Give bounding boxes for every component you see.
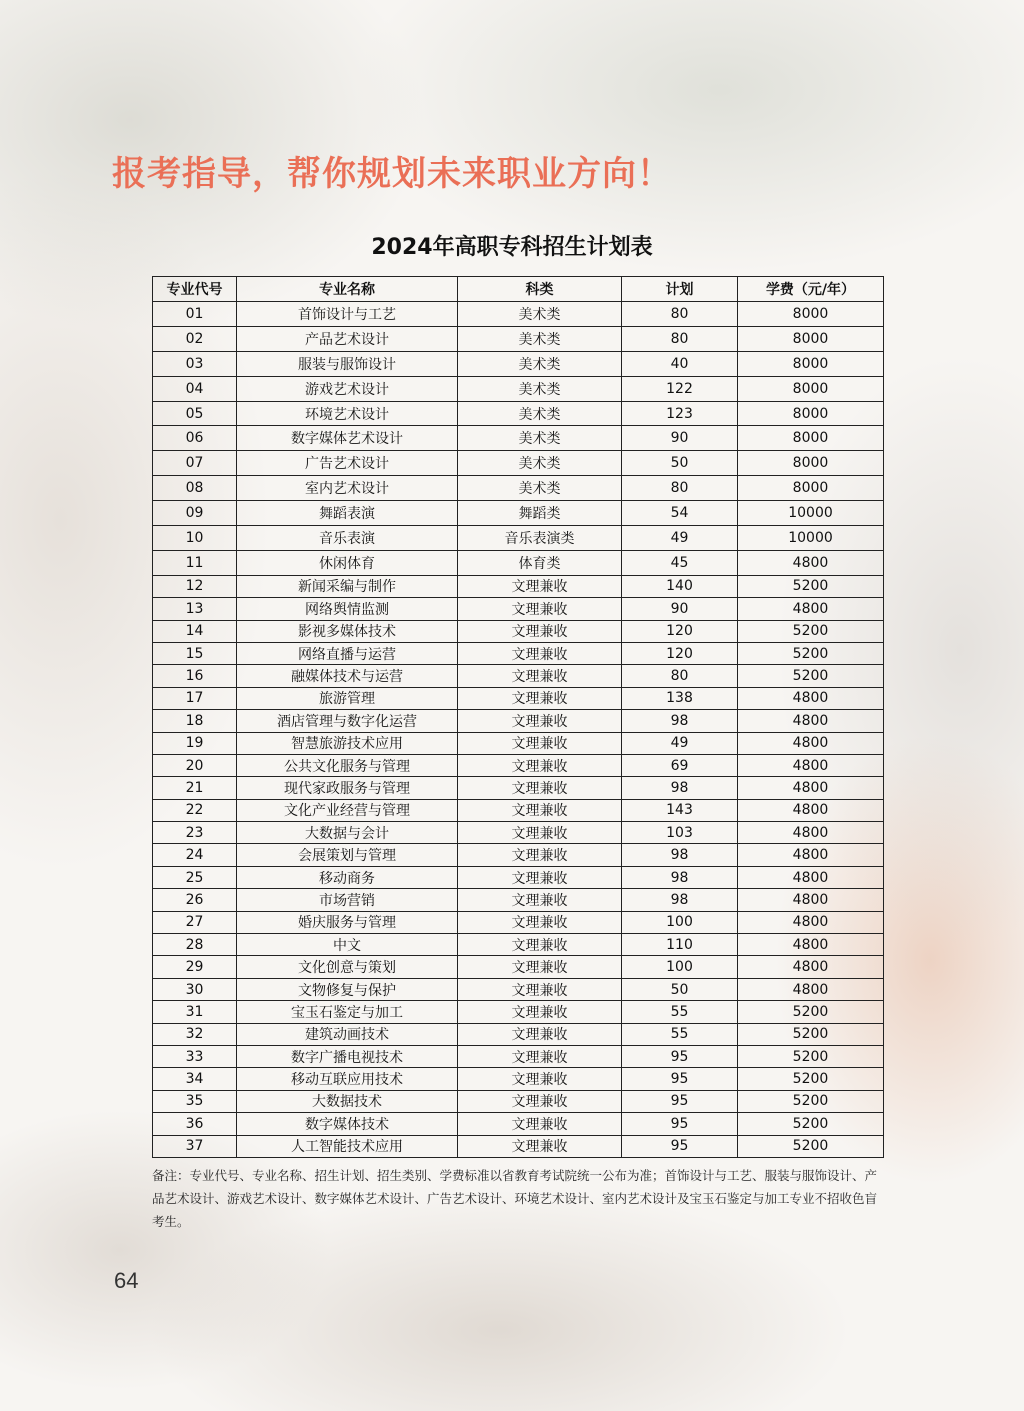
cell-category: 文理兼收 — [458, 934, 622, 956]
cell-tuition: 4800 — [738, 754, 884, 776]
cell-tuition: 4800 — [738, 822, 884, 844]
cell-category: 文理兼收 — [458, 754, 622, 776]
cell-tuition: 8000 — [738, 326, 884, 351]
cell-code: 27 — [153, 911, 237, 933]
cell-name: 新闻采编与制作 — [237, 575, 458, 597]
cell-name: 网络直播与运营 — [237, 642, 458, 664]
cell-plan: 80 — [622, 665, 738, 687]
cell-tuition: 5200 — [738, 1090, 884, 1112]
cell-plan: 45 — [622, 550, 738, 575]
table-row — [153, 1046, 884, 1068]
cell-tuition: 4800 — [738, 866, 884, 888]
table-row — [153, 1001, 884, 1023]
cell-name: 建筑动画技术 — [237, 1023, 458, 1045]
cell-plan: 98 — [622, 889, 738, 911]
cell-tuition: 5200 — [738, 1068, 884, 1090]
cell-code: 12 — [153, 575, 237, 597]
cell-name: 数字媒体技术 — [237, 1113, 458, 1135]
cell-name: 宝玉石鉴定与加工 — [237, 1001, 458, 1023]
table-row — [153, 476, 884, 501]
cell-name: 产品艺术设计 — [237, 326, 458, 351]
cell-name: 服装与服饰设计 — [237, 351, 458, 376]
cell-tuition: 4800 — [738, 934, 884, 956]
cell-plan: 122 — [622, 376, 738, 401]
cell-plan: 98 — [622, 710, 738, 732]
cell-code: 05 — [153, 401, 237, 426]
cell-name: 移动互联应用技术 — [237, 1068, 458, 1090]
cell-code: 15 — [153, 642, 237, 664]
cell-name: 现代家政服务与管理 — [237, 777, 458, 799]
cell-category: 文理兼收 — [458, 1068, 622, 1090]
cell-name: 市场营销 — [237, 889, 458, 911]
cell-category: 文理兼收 — [458, 1113, 622, 1135]
cell-name: 移动商务 — [237, 866, 458, 888]
cell-plan: 80 — [622, 302, 738, 327]
cell-code: 33 — [153, 1046, 237, 1068]
cell-tuition: 5200 — [738, 1113, 884, 1135]
column-header: 学费（元/年） — [738, 277, 884, 302]
table-row — [153, 1135, 884, 1157]
cell-plan: 69 — [622, 754, 738, 776]
cell-code: 32 — [153, 1023, 237, 1045]
cell-category: 文理兼收 — [458, 889, 622, 911]
cell-name: 影视多媒体技术 — [237, 620, 458, 642]
cell-plan: 50 — [622, 451, 738, 476]
cell-code: 02 — [153, 326, 237, 351]
table-row — [153, 550, 884, 575]
cell-code: 13 — [153, 598, 237, 620]
table-row — [153, 451, 884, 476]
table-row — [153, 1023, 884, 1045]
cell-category: 文理兼收 — [458, 732, 622, 754]
column-header: 专业代号 — [153, 277, 237, 302]
table-row — [153, 978, 884, 1000]
cell-name: 人工智能技术应用 — [237, 1135, 458, 1157]
cell-plan: 98 — [622, 844, 738, 866]
cell-tuition: 4800 — [738, 844, 884, 866]
page-number: 64 — [114, 1268, 139, 1293]
cell-category: 文理兼收 — [458, 1135, 622, 1157]
table-row — [153, 956, 884, 978]
cell-name: 婚庆服务与管理 — [237, 911, 458, 933]
cell-category: 文理兼收 — [458, 956, 622, 978]
cell-tuition: 4800 — [738, 799, 884, 821]
cell-plan: 55 — [622, 1001, 738, 1023]
cell-tuition: 4800 — [738, 710, 884, 732]
cell-category: 文理兼收 — [458, 620, 622, 642]
cell-name: 广告艺术设计 — [237, 451, 458, 476]
table-header-row — [153, 277, 884, 302]
table-row — [153, 401, 884, 426]
table-row — [153, 777, 884, 799]
cell-category: 文理兼收 — [458, 978, 622, 1000]
cell-code: 18 — [153, 710, 237, 732]
cell-plan: 98 — [622, 777, 738, 799]
cell-plan: 103 — [622, 822, 738, 844]
cell-tuition: 4800 — [738, 687, 884, 709]
cell-tuition: 8000 — [738, 351, 884, 376]
cell-code: 37 — [153, 1135, 237, 1157]
cell-category: 文理兼收 — [458, 710, 622, 732]
cell-code: 24 — [153, 844, 237, 866]
cell-tuition: 4800 — [738, 550, 884, 575]
cell-plan: 123 — [622, 401, 738, 426]
cell-category: 美术类 — [458, 426, 622, 451]
enrollment-plan-table — [152, 276, 884, 1158]
cell-plan: 90 — [622, 426, 738, 451]
table-row — [153, 302, 884, 327]
cell-tuition: 8000 — [738, 426, 884, 451]
cell-code: 14 — [153, 620, 237, 642]
cell-tuition: 4800 — [738, 889, 884, 911]
cell-tuition: 5200 — [738, 665, 884, 687]
column-header: 专业名称 — [237, 277, 458, 302]
cell-plan: 40 — [622, 351, 738, 376]
table-row — [153, 754, 884, 776]
table-row — [153, 642, 884, 664]
cell-name: 中文 — [237, 934, 458, 956]
cell-code: 03 — [153, 351, 237, 376]
cell-plan: 54 — [622, 501, 738, 526]
cell-category: 文理兼收 — [458, 777, 622, 799]
cell-plan: 100 — [622, 956, 738, 978]
cell-name: 舞蹈表演 — [237, 501, 458, 526]
cell-name: 公共文化服务与管理 — [237, 754, 458, 776]
cell-tuition: 4800 — [738, 978, 884, 1000]
cell-plan: 110 — [622, 934, 738, 956]
table-body — [153, 302, 884, 1158]
cell-code: 16 — [153, 665, 237, 687]
cell-category: 文理兼收 — [458, 844, 622, 866]
column-header: 科类 — [458, 277, 622, 302]
cell-tuition: 8000 — [738, 302, 884, 327]
cell-category: 文理兼收 — [458, 1023, 622, 1045]
table-row — [153, 575, 884, 597]
cell-code: 23 — [153, 822, 237, 844]
cell-category: 文理兼收 — [458, 799, 622, 821]
cell-category: 文理兼收 — [458, 665, 622, 687]
cell-name: 大数据技术 — [237, 1090, 458, 1112]
cell-category: 文理兼收 — [458, 866, 622, 888]
cell-tuition: 10000 — [738, 501, 884, 526]
cell-tuition: 8000 — [738, 401, 884, 426]
cell-category: 文理兼收 — [458, 911, 622, 933]
cell-tuition: 4800 — [738, 777, 884, 799]
cell-category: 美术类 — [458, 326, 622, 351]
cell-code: 22 — [153, 799, 237, 821]
cell-tuition: 4800 — [738, 598, 884, 620]
cell-name: 融媒体技术与运营 — [237, 665, 458, 687]
cell-name: 数字媒体艺术设计 — [237, 426, 458, 451]
cell-plan: 95 — [622, 1068, 738, 1090]
cell-code: 10 — [153, 526, 237, 551]
table-row — [153, 911, 884, 933]
cell-code: 28 — [153, 934, 237, 956]
table-row — [153, 526, 884, 551]
cell-category: 美术类 — [458, 376, 622, 401]
cell-tuition: 4800 — [738, 911, 884, 933]
cell-plan: 95 — [622, 1046, 738, 1068]
cell-code: 11 — [153, 550, 237, 575]
cell-tuition: 8000 — [738, 476, 884, 501]
cell-code: 29 — [153, 956, 237, 978]
cell-name: 文化产业经营与管理 — [237, 799, 458, 821]
cell-name: 旅游管理 — [237, 687, 458, 709]
cell-category: 美术类 — [458, 451, 622, 476]
table-row — [153, 844, 884, 866]
table-row — [153, 665, 884, 687]
cell-name: 文化创意与策划 — [237, 956, 458, 978]
table-row — [153, 1113, 884, 1135]
cell-code: 34 — [153, 1068, 237, 1090]
cell-tuition: 8000 — [738, 376, 884, 401]
cell-tuition: 10000 — [738, 526, 884, 551]
table-row — [153, 687, 884, 709]
cell-name: 酒店管理与数字化运营 — [237, 710, 458, 732]
cell-code: 20 — [153, 754, 237, 776]
cell-category: 文理兼收 — [458, 1046, 622, 1068]
cell-category: 美术类 — [458, 351, 622, 376]
cell-plan: 55 — [622, 1023, 738, 1045]
cell-code: 26 — [153, 889, 237, 911]
table-row — [153, 799, 884, 821]
cell-plan: 95 — [622, 1135, 738, 1157]
cell-plan: 49 — [622, 732, 738, 754]
table-row — [153, 710, 884, 732]
table-row — [153, 598, 884, 620]
table-row — [153, 822, 884, 844]
cell-tuition: 5200 — [738, 642, 884, 664]
cell-category: 文理兼收 — [458, 1090, 622, 1112]
cell-plan: 100 — [622, 911, 738, 933]
cell-plan: 95 — [622, 1090, 738, 1112]
cell-tuition: 5200 — [738, 1135, 884, 1157]
cell-tuition: 4800 — [738, 732, 884, 754]
cell-plan: 80 — [622, 326, 738, 351]
cell-name: 大数据与会计 — [237, 822, 458, 844]
cell-name: 数字广播电视技术 — [237, 1046, 458, 1068]
cell-code: 21 — [153, 777, 237, 799]
table-row — [153, 376, 884, 401]
table-row — [153, 1068, 884, 1090]
cell-name: 室内艺术设计 — [237, 476, 458, 501]
cell-name: 首饰设计与工艺 — [237, 302, 458, 327]
cell-tuition: 5200 — [738, 1001, 884, 1023]
cell-category: 美术类 — [458, 302, 622, 327]
table-row — [153, 426, 884, 451]
cell-code: 31 — [153, 1001, 237, 1023]
cell-code: 36 — [153, 1113, 237, 1135]
cell-category: 舞蹈类 — [458, 501, 622, 526]
table-row — [153, 326, 884, 351]
cell-plan: 140 — [622, 575, 738, 597]
headline: 报考指导，帮你规划未来职业方向！ — [112, 154, 672, 194]
table-row — [153, 1090, 884, 1112]
cell-code: 30 — [153, 978, 237, 1000]
table-row — [153, 501, 884, 526]
cell-category: 美术类 — [458, 401, 622, 426]
cell-tuition: 5200 — [738, 620, 884, 642]
cell-plan: 95 — [622, 1113, 738, 1135]
cell-tuition: 4800 — [738, 956, 884, 978]
table-row — [153, 889, 884, 911]
cell-plan: 50 — [622, 978, 738, 1000]
cell-plan: 143 — [622, 799, 738, 821]
cell-code: 08 — [153, 476, 237, 501]
cell-tuition: 5200 — [738, 1023, 884, 1045]
table-title: 2024年高职专科招生计划表 — [371, 235, 653, 260]
cell-category: 文理兼收 — [458, 687, 622, 709]
table-row — [153, 732, 884, 754]
cell-name: 智慧旅游技术应用 — [237, 732, 458, 754]
cell-code: 19 — [153, 732, 237, 754]
table-row — [153, 934, 884, 956]
cell-tuition: 5200 — [738, 575, 884, 597]
cell-code: 06 — [153, 426, 237, 451]
cell-category: 体育类 — [458, 550, 622, 575]
cell-category: 文理兼收 — [458, 598, 622, 620]
cell-code: 25 — [153, 866, 237, 888]
cell-plan: 80 — [622, 476, 738, 501]
cell-plan: 120 — [622, 620, 738, 642]
cell-name: 文物修复与保护 — [237, 978, 458, 1000]
cell-tuition: 8000 — [738, 451, 884, 476]
cell-name: 环境艺术设计 — [237, 401, 458, 426]
cell-code: 07 — [153, 451, 237, 476]
cell-name: 会展策划与管理 — [237, 844, 458, 866]
footnote: 备注：专业代号、专业名称、招生计划、招生类别、学费标准以省教育考试院统一公布为准；首饰设计与工艺、服装与服饰设计、产品艺术设计、游戏艺术设计、数字媒体艺术设计、广告艺术设计、环境艺术设计、室内艺术设计及宝玉石鉴定与加工专业不招收色盲考生。 — [152, 1168, 878, 1229]
cell-category: 文理兼收 — [458, 1001, 622, 1023]
cell-category: 文理兼收 — [458, 822, 622, 844]
cell-plan: 90 — [622, 598, 738, 620]
table-row — [153, 351, 884, 376]
column-header: 计划 — [622, 277, 738, 302]
cell-code: 09 — [153, 501, 237, 526]
cell-code: 17 — [153, 687, 237, 709]
cell-code: 01 — [153, 302, 237, 327]
cell-name: 网络舆情监测 — [237, 598, 458, 620]
cell-plan: 49 — [622, 526, 738, 551]
cell-code: 04 — [153, 376, 237, 401]
cell-category: 文理兼收 — [458, 642, 622, 664]
cell-code: 35 — [153, 1090, 237, 1112]
cell-name: 游戏艺术设计 — [237, 376, 458, 401]
cell-tuition: 5200 — [738, 1046, 884, 1068]
table-row — [153, 866, 884, 888]
cell-category: 音乐表演类 — [458, 526, 622, 551]
cell-name: 音乐表演 — [237, 526, 458, 551]
cell-name: 休闲体育 — [237, 550, 458, 575]
cell-category: 美术类 — [458, 476, 622, 501]
table-row — [153, 620, 884, 642]
cell-category: 文理兼收 — [458, 575, 622, 597]
cell-plan: 138 — [622, 687, 738, 709]
cell-plan: 120 — [622, 642, 738, 664]
cell-plan: 98 — [622, 866, 738, 888]
